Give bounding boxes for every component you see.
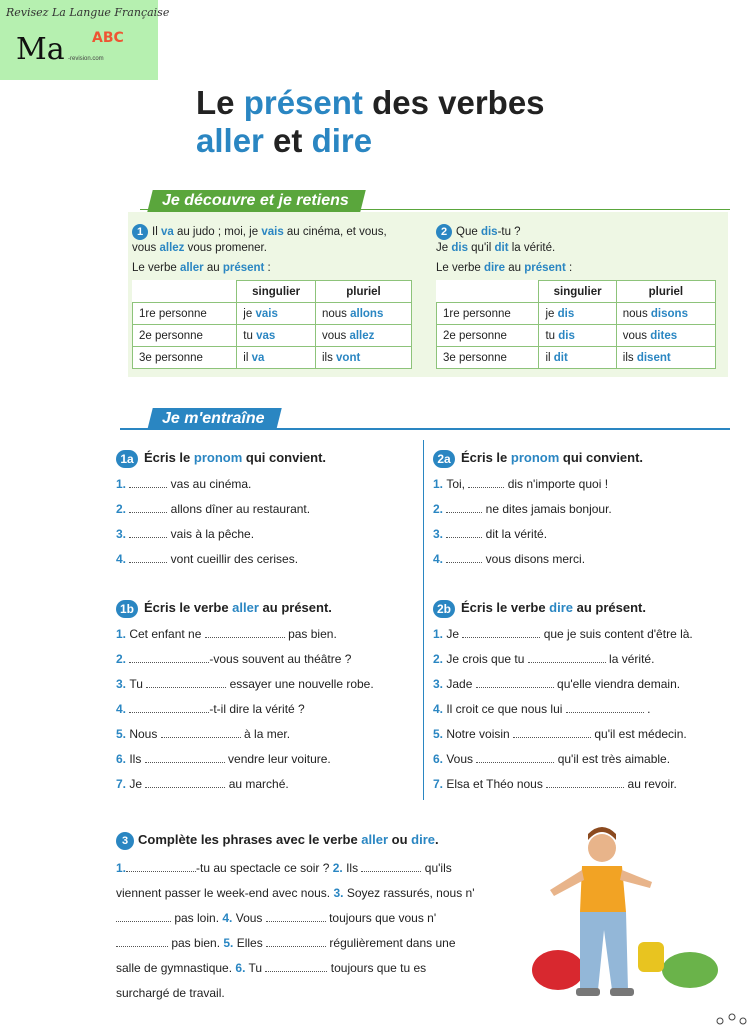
text-segment: dire (483, 262, 506, 274)
rule-caption (132, 260, 414, 276)
item-text: Nous (129, 727, 161, 741)
answer-blank[interactable] (129, 502, 167, 513)
text-segment: allez (159, 242, 185, 254)
verb-form: allez (349, 329, 375, 342)
singular-cell (237, 325, 316, 347)
item-text: au revoir. (624, 777, 677, 791)
item-number: 7. (116, 777, 130, 791)
exercise-badge: 1a (116, 450, 138, 468)
exercise-badge: 2b (433, 600, 455, 618)
exercise-item (433, 622, 738, 647)
text-segment: au (505, 262, 525, 274)
item-number: 2. (332, 861, 343, 875)
exercise-badge: 3 (116, 832, 134, 850)
exercise-3-paragraph (116, 856, 476, 1006)
answer-blank[interactable] (528, 652, 606, 663)
item-text: Toi, (446, 477, 469, 491)
item-number: 4. (116, 702, 130, 716)
person-cell: 2e personne (437, 325, 539, 347)
answer-blank[interactable] (476, 752, 554, 763)
red-bag (532, 950, 584, 990)
item-text: Tu (129, 677, 147, 691)
text-segment: vous (132, 242, 160, 254)
item-text: toujours que tu es surchargé de travail. (116, 961, 427, 1000)
item-number: 5. (433, 727, 447, 741)
item-text: essayer une nouvelle robe. (226, 677, 374, 691)
pronoun: tu (243, 329, 257, 342)
item-text: -tu au spectacle ce soir ? (196, 861, 333, 875)
rule-example-line (436, 240, 718, 256)
item-text: Tu (245, 961, 266, 975)
item-text: vais à la pêche. (167, 527, 255, 541)
item-text: dit la vérité. (482, 527, 548, 541)
answer-blank[interactable] (129, 552, 167, 563)
table-row (133, 325, 412, 347)
person-cell: 2e personne (133, 325, 237, 347)
pronoun: tu (545, 329, 559, 342)
item-number: 3. (333, 886, 344, 900)
logo-site: -revision.com (68, 56, 104, 62)
exercise-item (116, 697, 421, 722)
item-number: 1. (433, 627, 447, 641)
verb-form: disons (650, 307, 688, 320)
table-row (437, 303, 716, 325)
answer-blank[interactable] (129, 652, 209, 663)
item-text: vendre leur voiture. (224, 752, 331, 766)
item-number: 2. (433, 502, 447, 516)
text-segment: présent (222, 262, 265, 274)
section-ribbon-discover: Je découvre et je retiens (147, 190, 365, 212)
boy-illustration (520, 820, 730, 1015)
verb-form: dis (557, 307, 575, 320)
item-text: dis n'importe quoi ! (504, 477, 609, 491)
item-number: 2. (116, 502, 130, 516)
item-text: vas au cinéma. (167, 477, 252, 491)
rule-panel-aller (132, 224, 414, 369)
item-number: 1. (433, 477, 447, 491)
item-text: à la mer. (240, 727, 291, 741)
item-number: 2. (116, 652, 130, 666)
item-text: allons dîner au restaurant. (167, 502, 311, 516)
pronoun: ils (321, 351, 337, 364)
item-text: ne dites jamais bonjour. (482, 502, 612, 516)
singular-cell (539, 303, 616, 325)
pronoun: il (545, 351, 554, 364)
item-text: vous disons merci. (482, 552, 586, 566)
rule-example-line (152, 226, 387, 238)
page-corner-icon (710, 1009, 750, 1025)
verb-form: allons (350, 307, 384, 320)
exercise-item (433, 497, 733, 522)
table-row (133, 303, 412, 325)
answer-blank[interactable] (205, 627, 285, 638)
answer-blank[interactable] (266, 936, 326, 947)
item-text: -vous souvent au théâtre ? (209, 652, 352, 666)
singular-cell (539, 347, 616, 369)
person-cell: 1re personne (133, 303, 237, 325)
plural-cell (315, 303, 411, 325)
item-text: pas bien. (168, 936, 224, 950)
exercise-3-heading: 3 Complète les phrases avec le verbe aller ou dire. (116, 830, 476, 854)
item-number: 1. (116, 627, 130, 641)
exercise-item (433, 722, 738, 747)
exercise-2a: 2a Écris le pronom qui convient. 1. Toi, dis n'importe quoi ! 2. ne dites jamais bonjour. 3. dit la vérité. 4. vous disons merci. (433, 448, 733, 572)
exercise-badge: 2a (433, 450, 455, 468)
item-number: 5. (116, 727, 130, 741)
exercise-item (433, 697, 738, 722)
rule-panel-dire (436, 224, 718, 369)
item-number: 3. (116, 527, 130, 541)
text-segment: la vérité. (508, 242, 556, 254)
answer-blank[interactable] (446, 527, 482, 538)
exercise-item (116, 672, 421, 697)
item-text: Elsa et Théo nous (446, 777, 547, 791)
answer-blank[interactable] (361, 861, 421, 872)
verb-form: disent (636, 351, 671, 364)
rule-number: 2 (436, 224, 452, 240)
item-text: pas bien. (284, 627, 337, 641)
item-text: Notre voisin (446, 727, 514, 741)
answer-blank[interactable] (265, 961, 327, 972)
answer-blank[interactable] (129, 477, 167, 488)
exercise-item (116, 472, 416, 497)
exercise-1b: 1b Écris le verbe aller au présent. 1. Cet enfant ne pas bien. 2. -vous souvent au théâtre ? 3. Tu essayer une nouvelle robe. 4. -t-il dire la vérité ? 5. Nous à la mer. 6. Ils vendre leur voiture. 7. Je au marché. (116, 598, 421, 797)
green-bag (662, 952, 718, 988)
answer-blank[interactable] (476, 677, 554, 688)
verb-form: va (251, 351, 265, 364)
answer-blank[interactable] (145, 752, 225, 763)
item-text: Je (446, 627, 463, 641)
answer-blank[interactable] (468, 477, 504, 488)
table-row (437, 347, 716, 369)
item-text: Je crois que tu (446, 652, 528, 666)
answer-blank[interactable] (116, 911, 171, 922)
pronoun: je (545, 307, 558, 320)
person-cell: 3e personne (133, 347, 237, 369)
text-segment: Je (436, 242, 452, 254)
rule-number: 1 (132, 224, 148, 240)
answer-blank[interactable] (129, 527, 167, 538)
text-segment: présent (524, 262, 566, 274)
exercise-item (433, 647, 738, 672)
item-number: 7. (433, 777, 447, 791)
answer-blank[interactable] (116, 936, 168, 947)
item-text: Soyez rassurés, nous n' (343, 886, 475, 900)
item-number: 5. (223, 936, 234, 950)
column-header: singulier (237, 281, 316, 303)
item-number: 1. (116, 861, 127, 875)
item-text: -t-il dire la vérité ? (209, 702, 305, 716)
answer-blank[interactable] (161, 727, 241, 738)
text-segment: : (565, 262, 573, 274)
verb-form: vont (336, 351, 361, 364)
answer-blank[interactable] (126, 861, 196, 872)
item-text: que je suis content d'être là. (540, 627, 693, 641)
item-text: Vous (446, 752, 477, 766)
answer-blank[interactable] (266, 911, 326, 922)
verb-form: vais (255, 307, 278, 320)
text-segment: va (160, 226, 174, 238)
conjugation-table-aller (132, 280, 412, 369)
verb-form: dit (553, 351, 568, 364)
item-text: Elles (233, 936, 267, 950)
table-row (437, 325, 716, 347)
pronoun: nous (321, 307, 351, 320)
item-text: la vérité. (605, 652, 655, 666)
plural-cell (616, 303, 715, 325)
exercise-item (433, 772, 738, 797)
text-segment: Le verbe (436, 262, 484, 274)
text-segment: vous promener. (184, 242, 267, 254)
exercise-item (116, 647, 421, 672)
item-number: 3. (433, 527, 447, 541)
table-row (133, 347, 412, 369)
exercise-item (116, 547, 416, 572)
exercise-item (433, 747, 738, 772)
pronoun: je (243, 307, 256, 320)
section-ribbon-practice: Je m'entraîne (147, 408, 281, 430)
item-number: 4. (222, 911, 233, 925)
text-segment: au cinéma, et vous, (283, 226, 387, 238)
plural-cell (315, 325, 411, 347)
text-segment: Il (152, 226, 161, 238)
exercise-badge: 1b (116, 600, 138, 618)
column-header: singulier (539, 281, 616, 303)
pronoun: vous (622, 329, 651, 342)
text-segment: dis (480, 226, 498, 238)
text-segment: au (203, 262, 223, 274)
column-divider (423, 440, 424, 800)
answer-blank[interactable] (566, 702, 644, 713)
item-text: toujours que vous n' (325, 911, 437, 925)
item-text: au marché. (225, 777, 289, 791)
item-text: qu'il est médecin. (591, 727, 687, 741)
logo-abc: ABC (92, 30, 124, 46)
answer-blank[interactable] (462, 627, 540, 638)
item-text: vont cueillir des cerises. (167, 552, 299, 566)
text-segment: au judo ; moi, je (173, 226, 262, 238)
item-text: qu'il est très aimable. (554, 752, 671, 766)
logo-ma: Ma (16, 32, 65, 67)
text-segment: vais (261, 226, 284, 238)
item-text: Vous (232, 911, 266, 925)
item-number: 3. (116, 677, 130, 691)
answer-blank[interactable] (146, 677, 226, 688)
exercise-item (116, 772, 421, 797)
text-segment: Le verbe (132, 262, 180, 274)
item-text: . (643, 702, 651, 716)
text-segment: dis (451, 242, 468, 254)
item-number: 2. (433, 652, 447, 666)
exercise-item (433, 547, 733, 572)
item-text: Cet enfant ne (129, 627, 205, 641)
rule-example-line (132, 240, 414, 256)
site-logo (0, 0, 170, 80)
text-segment: Que (456, 226, 481, 238)
exercise-item (116, 522, 416, 547)
item-text: pas loin. (171, 911, 223, 925)
item-number: 6. (433, 752, 447, 766)
text-segment: dit (494, 242, 509, 254)
item-number: 6. (235, 961, 246, 975)
singular-cell (237, 347, 316, 369)
item-number: 4. (433, 552, 447, 566)
rule-caption (436, 260, 718, 276)
exercise-item (116, 622, 421, 647)
plural-cell (616, 347, 715, 369)
exercise-item (433, 672, 738, 697)
answer-blank[interactable] (546, 777, 624, 788)
exercise-2b: 2b Écris le verbe dire au présent. 1. Je que je suis content d'être là. 2. Je crois que tu la vérité. 3. Jade qu'elle viendra demain. 4. Il croit ce que nous lui . 5. Notre voisin qu'il est médecin. 6. Vous qu'il est très aimable. 7. Elsa et Théo nous au revoir. (433, 598, 738, 797)
item-text: Jade (446, 677, 476, 691)
answer-blank[interactable] (513, 727, 591, 738)
item-text: Ils (129, 752, 145, 766)
plural-cell (616, 325, 715, 347)
verb-form: dis (558, 329, 575, 342)
person-cell: 1re personne (437, 303, 539, 325)
item-text: régulièrement dans une salle de gymnastique. (116, 936, 456, 975)
yellow-backpack (638, 942, 664, 972)
pronoun: nous (622, 307, 651, 320)
page-title: Le présent des verbes aller et dire (196, 84, 545, 159)
item-number: 1. (116, 477, 130, 491)
answer-blank[interactable] (145, 777, 225, 788)
exercise-1a: 1a Écris le pronom qui convient. 1. vas au cinéma. 2. allons dîner au restaurant. 3. vais à la pêche. 4. vont cueillir des cerises. (116, 448, 416, 572)
item-number: 3. (433, 677, 447, 691)
item-text: Il croit ce que nous lui (446, 702, 566, 716)
person-cell: 3e personne (437, 347, 539, 369)
plural-cell (315, 347, 411, 369)
exercise-item (116, 722, 421, 747)
conjugation-table-dire (436, 280, 716, 369)
item-text: Je (129, 777, 146, 791)
rule-example-line (456, 226, 521, 238)
item-text: qu'elle viendra demain. (553, 677, 681, 691)
pronoun: vous (321, 329, 350, 342)
logo-tagline: Revisez La Langue Française (6, 6, 170, 19)
pronoun: ils (622, 351, 637, 364)
item-number: 4. (433, 702, 447, 716)
exercise-item (116, 497, 416, 522)
text-segment: qu'il (467, 242, 495, 254)
item-text: Ils (342, 861, 362, 875)
item-text: qu'ils viennent passer le week-end avec nous. (116, 861, 452, 900)
verb-form: vas (256, 329, 276, 342)
column-header: pluriel (315, 281, 411, 303)
text-segment: -tu ? (497, 226, 521, 238)
verb-form: dites (650, 329, 678, 342)
column-header: pluriel (616, 281, 715, 303)
answer-blank[interactable] (129, 702, 209, 713)
singular-cell (539, 325, 616, 347)
pronoun: il (243, 351, 252, 364)
item-number: 6. (116, 752, 130, 766)
exercise-item (433, 522, 733, 547)
answer-blank[interactable] (446, 552, 482, 563)
text-segment: aller (179, 262, 204, 274)
item-number: 4. (116, 552, 130, 566)
exercise-item (433, 472, 733, 497)
singular-cell (237, 303, 316, 325)
answer-blank[interactable] (446, 502, 482, 513)
text-segment: : (264, 262, 271, 274)
exercise-item (116, 747, 421, 772)
